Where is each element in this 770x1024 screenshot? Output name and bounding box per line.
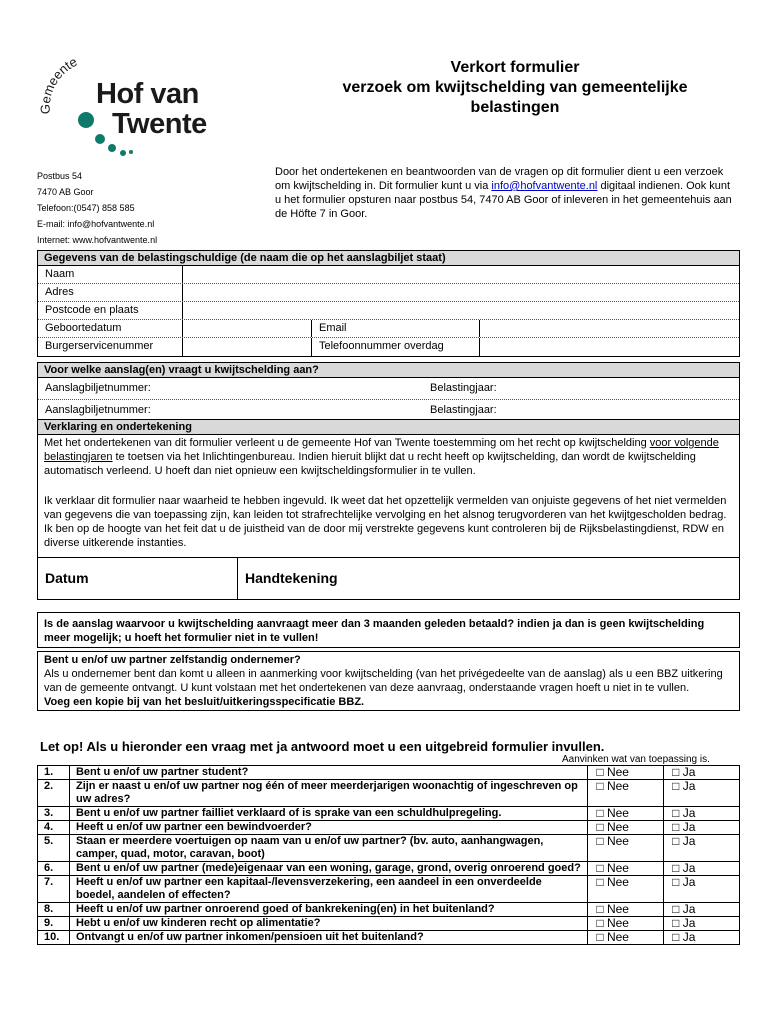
ja-checkbox[interactable]: □ Ja [664,917,740,931]
question-row [38,917,740,931]
handtekening-field[interactable]: Handtekening [245,570,338,586]
question-text: Hebt u en/of uw kinderen recht op alimentatie? [69,917,587,931]
section-header: Voor welke aanslag(en) vraagt u kwijtschelding aan? [38,363,739,378]
naam-input[interactable] [183,266,739,283]
paid-notice [37,612,740,648]
nee-checkbox[interactable]: □ Nee [588,931,664,945]
postcode-label: Postcode en plaats [38,302,183,319]
ja-checkbox[interactable]: □ Ja [664,807,740,821]
question-row [38,862,740,876]
logo-gemeente-text: Gemeente [37,53,80,115]
page-title [290,58,740,118]
question-number: 1. [38,766,70,780]
question-text: Heeft u en/of uw partner onroerend goed of bankrekening(en) in het buitenland? [69,903,587,917]
logo-hof-text: Hof van [96,78,199,110]
postcode-row [38,302,739,320]
question-number: 8. [38,903,70,917]
aanslag-label[interactable]: Aanslagbiljetnummer: [45,404,151,416]
declaration-truth-text: Ik verklaar dit formulier naar waarheid te hebben ingevuld. Ik weet dat het opzettelijk vermelden van onjuiste gegevens of het niet vermelden van gegevens die van toepassing zijn, kan leiden tot strafrechtelijke vervolging en het alsnog terugvorderen van het kwijtgescholden bedrag. Ik ben op de hoogte van het feit dat u de juistheid van de door mij verstrekte gegevens kunt controleren bij de Rijksbelastingdienst, RDW en diverse uitkerende instanties. [44,495,727,549]
bsn-input[interactable] [183,338,312,356]
telefoon-input[interactable] [480,338,739,356]
nee-checkbox[interactable]: □ Nee [588,821,664,835]
address-internet: Internet: www.hofvantwente.nl [37,235,158,245]
svg-text:Gemeente [38,54,80,114]
aanslag-label[interactable]: Aanslagbiljetnummer: [45,382,151,394]
nee-checkbox[interactable]: □ Nee [588,766,664,780]
nee-checkbox[interactable]: □ Nee [588,862,664,876]
title-line-1: Verkort formulier [450,59,580,76]
geboortedatum-input[interactable] [183,320,312,337]
intro-text [275,165,735,221]
bsn-label: Burgerservicenummer [38,338,183,356]
ja-checkbox[interactable]: □ Ja [664,931,740,945]
entrepreneur-header: Bent u en/of uw partner zelfstandig ondernemer? [44,654,301,666]
question-text: Heeft u en/of uw partner een kapitaal-/levensverzekering, een aandeel in een onverdeelde boedel, aandelen of effecten? [69,876,587,903]
question-row [38,780,740,807]
title-line-2: verzoek om kwijtschelding van gemeentelijke [342,79,688,96]
assessment-section [37,362,740,423]
contact-address [37,168,157,248]
nee-checkbox[interactable]: □ Nee [588,780,664,807]
question-number: 2. [38,780,70,807]
ja-checkbox[interactable]: □ Ja [664,780,740,807]
question-row [38,931,740,945]
declaration-section [37,419,740,600]
question-text: Bent u en/of uw partner failliet verklaard of is sprake van een schuldhulpregeling. [69,807,587,821]
geboortedatum-label: Geboortedatum [38,320,183,337]
question-row [38,766,740,780]
warning-heading: Let op! Als u hieronder een vraag met ja antwoord moet u een uitgebreid formulier invullen. [40,739,605,754]
question-row [38,835,740,862]
adres-label: Adres [38,284,183,301]
check-instruction: Aanvinken wat van toepassing is. [562,754,710,765]
intro-part-2: digitaal indienen. Ook kunt u het formulier opsturen naar postbus 54, 7470 AB Goor of inleveren in het gemeentehuis aan de Höfte 7 in Goor. [275,180,732,220]
question-number: 4. [38,821,70,835]
adres-row [38,284,739,302]
telefoon-label: Telefoonnummer overdag [312,338,480,356]
question-number: 10. [38,931,70,945]
declaration-consent-text [38,435,739,479]
question-text: Bent u en/of uw partner student? [69,766,587,780]
question-text: Ontvangt u en/of uw partner inkomen/pensioen uit het buitenland? [69,931,587,945]
nee-checkbox[interactable]: □ Nee [588,917,664,931]
ja-checkbox[interactable]: □ Ja [664,766,740,780]
question-row [38,903,740,917]
nee-checkbox[interactable]: □ Nee [588,903,664,917]
address-email: E-mail: info@hofvantwente.nl [37,219,155,229]
entrepreneur-body: Als u ondernemer bent dan komt u alleen in aanmerking voor kwijtschelding (van het privégedeelte van de aanslag) als u een BBZ uitkering van de gemeente ontvangt. U kunt volstaan met het ondertekenen van deze aanvraag, onderstaande vragen hoeft u niet in te vullen. [44,668,723,694]
section-header: Verklaring en ondertekening [38,420,739,435]
municipality-logo [28,44,213,164]
aanslag-row-1 [38,378,739,400]
question-number: 3. [38,807,70,821]
intro-part-1: Door het ondertekenen en beantwoorden van de vragen op dit formulier dient u een verzoek om kwijtschelding in. Dit formulier kunt u via [275,166,724,192]
geboortedatum-row [38,320,739,338]
belastingjaar-label[interactable]: Belastingjaar: [430,404,497,416]
question-text: Bent u en/of uw partner (mede)eigenaar van een woning, garage, grond, overig onroerend goed? [69,862,587,876]
postcode-input[interactable] [183,302,739,319]
consent-part-2: te toetsen via het Inlichtingenbureau. Indien hieruit blijkt dat u recht heeft op kwijtschelding, dan wordt de kwijtschelding automatisch verleend. U hoeft dan niet opnieuw een kwijtscheldingsformulier in te vullen. [44,451,696,477]
email-input[interactable] [480,320,739,337]
bsn-row [38,338,739,356]
intro-email-link[interactable]: info@hofvantwente.nl [491,180,598,192]
belastingjaar-label[interactable]: Belastingjaar: [430,382,497,394]
address-postcode: 7470 AB Goor [37,187,94,197]
paid-notice-text: Is de aanslag waarvoor u kwijtschelding aanvraagt meer dan 3 maanden geleden betaald? indien ja dan is geen kwijtschelding meer mogelijk; u hoeft het formulier niet in te vullen! [44,618,705,644]
address-telefoon: Telefoon:(0547) 858 585 [37,203,135,213]
naam-label: Naam [38,266,183,283]
question-row [38,821,740,835]
ja-checkbox[interactable]: □ Ja [664,835,740,862]
question-text: Staan er meerdere voertuigen op naam van u en/of uw partner? (bv. auto, aanhangwagen, camper, quad, motor, caravan, boot) [69,835,587,862]
logo-twente-text: Twente [112,108,207,140]
address-postbus: Postbus 54 [37,171,83,181]
question-row [38,876,740,903]
question-text: Zijn er naast u en/of uw partner nog één of meer meerderjarigen woonachtig of ingeschreven op uw adres? [69,780,587,807]
title-line-3: belastingen [470,99,560,116]
ja-checkbox[interactable]: □ Ja [664,862,740,876]
question-number: 6. [38,862,70,876]
consent-part-1: Met het ondertekenen van dit formulier verleent u de gemeente Hof van Twente toestemming om het recht op kwijtschelding [44,437,650,449]
naam-row [38,266,739,284]
consent-underlined: voor volgende belastingjaren [44,437,719,463]
question-text: Heeft u en/of uw partner een bewindvoerder? [69,821,587,835]
nee-checkbox[interactable]: □ Nee [588,807,664,821]
taxpayer-details-section [37,250,740,357]
questions-table [37,765,740,945]
ja-checkbox[interactable]: □ Ja [664,903,740,917]
nee-checkbox[interactable]: □ Nee [588,876,664,903]
question-number: 9. [38,917,70,931]
section-header: Gegevens van de belastingschuldige (de naam die op het aanslagbiljet staat) [38,251,739,266]
ja-checkbox[interactable]: □ Ja [664,821,740,835]
entrepreneur-footer: Voeg een kopie bij van het besluit/uitkeringsspecificatie BBZ. [44,696,365,708]
ja-checkbox[interactable]: □ Ja [664,876,740,903]
question-number: 7. [38,876,70,903]
adres-input[interactable] [183,284,739,301]
datum-field[interactable]: Datum [38,558,238,599]
question-row [38,807,740,821]
signature-row [38,557,739,599]
question-number: 5. [38,835,70,862]
nee-checkbox[interactable]: □ Nee [588,835,664,862]
entrepreneur-section [37,651,740,711]
email-label: Email [312,320,480,337]
